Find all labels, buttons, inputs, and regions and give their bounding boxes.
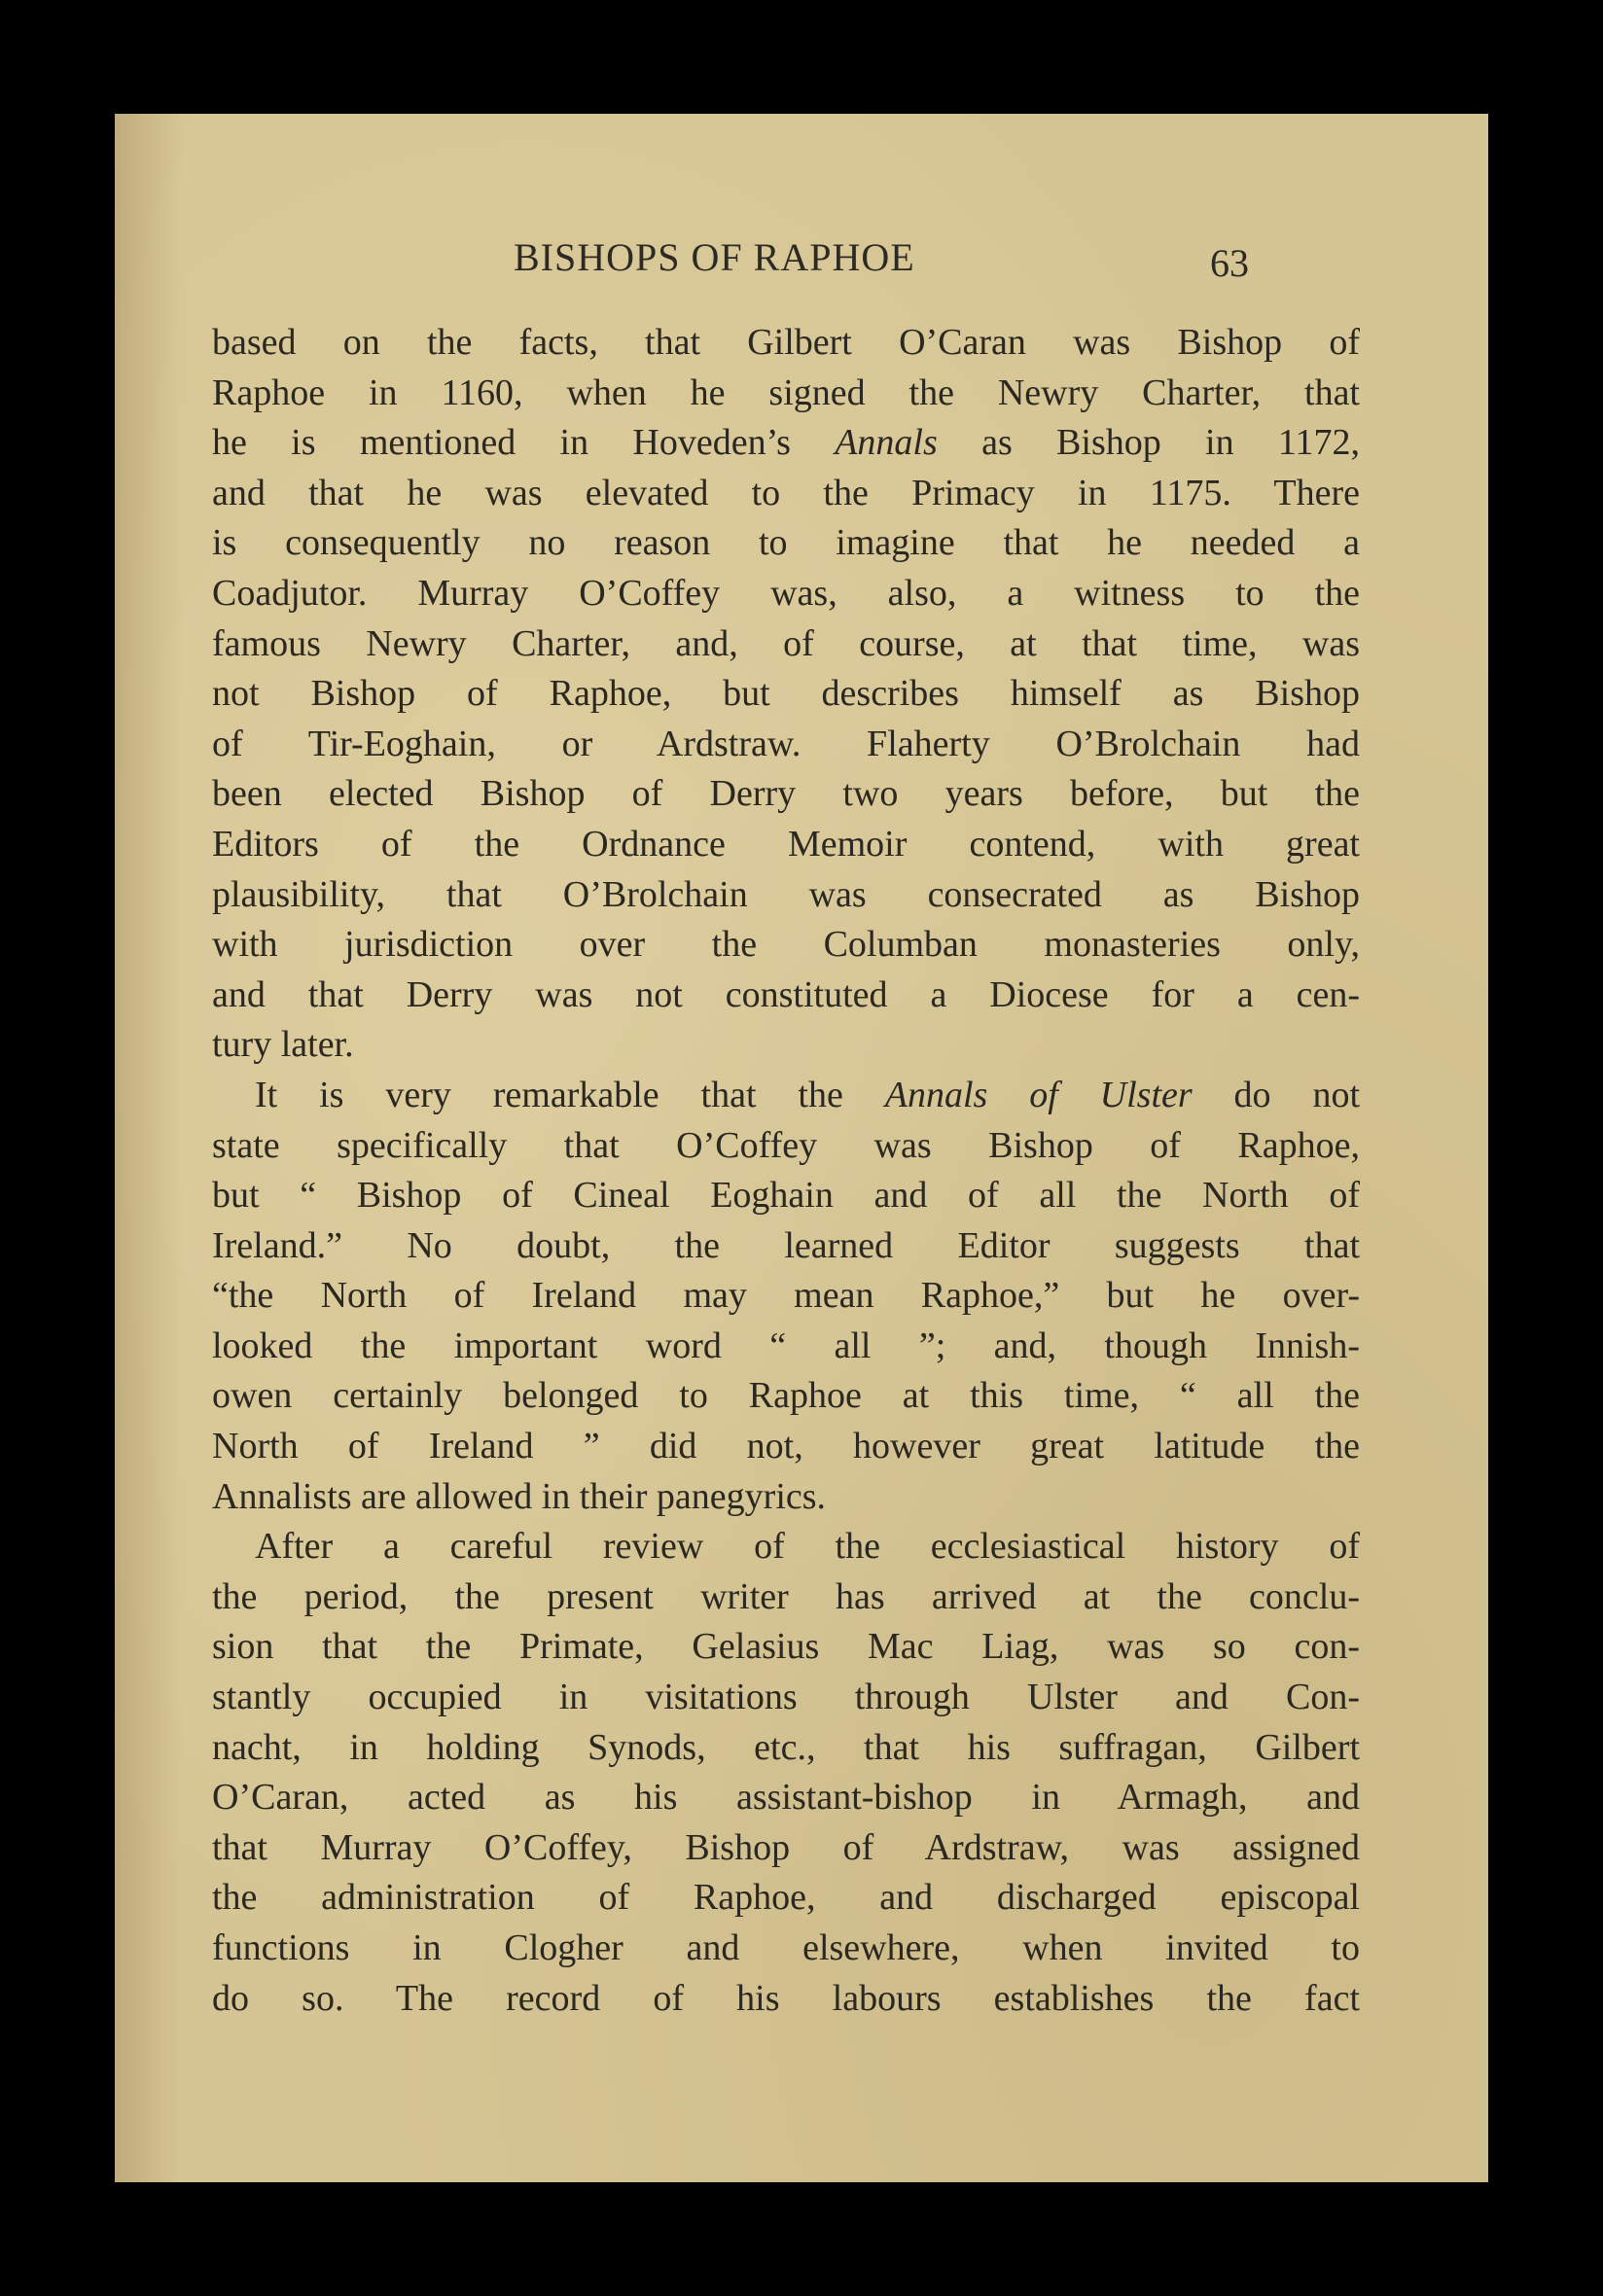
paragraph-start-line: After a careful review of the ecclesiastical history of (255, 1526, 1360, 1568)
italic-title: Annals of Ulster (884, 1074, 1193, 1115)
text-line: stantly occupied in visitations through Ulster and Con- (212, 1677, 1360, 1718)
italic-title: Annals (835, 422, 938, 464)
text-line: owen certainly belonged to Raphoe at this time, “ all the (212, 1375, 1360, 1417)
text-line: with jurisdiction over the Columban monasteries only, (212, 924, 1360, 966)
text-line: O’Caran, acted as his assistant-bishop in Armagh, and (212, 1777, 1360, 1819)
text-line: of Tir-Eoghain, or Ardstraw. Flaherty O’Brolchain had (212, 723, 1360, 764)
text-line: but “ Bishop of Cineal Eoghain and of all the North of (212, 1175, 1360, 1217)
running-head-title: BISHOPS OF RAPHOE (514, 235, 915, 279)
text-segment: as Bishop in 1172, (937, 422, 1360, 464)
text-line: Ireland.” No doubt, the learned Editor suggests that (212, 1224, 1360, 1266)
text-line: famous Newry Charter, and, of course, at that time, was (212, 622, 1360, 664)
text-line: Editors of the Ordnance Memoir contend, with great (212, 823, 1360, 865)
paragraph-start-line (212, 1071, 1360, 1121)
body-text (212, 318, 1360, 2024)
text-line: sion that the Primate, Gelasius Mac Liag, was so con- (212, 1626, 1360, 1668)
paragraph-end-line: tury later. (212, 1024, 354, 1066)
text-line: plausibility, that O’Brolchain was consecrated as Bishop (212, 873, 1360, 915)
text-line: the period, the present writer has arrived at the conclu- (212, 1575, 1360, 1617)
running-head (115, 234, 1488, 293)
text-line: functions in Clogher and elsewhere, when invited to (212, 1927, 1360, 1968)
text-segment: he is mentioned in Hoveden’s (212, 422, 836, 464)
paragraph-end-line: Annalists are allowed in their panegyrics. (212, 1475, 827, 1517)
text-line: state specifically that O’Coffey was Bishop of Raphoe, (212, 1124, 1360, 1166)
text-line: not Bishop of Raphoe, but describes himself as Bishop (212, 673, 1360, 715)
text-line: “the North of Ireland may mean Raphoe,” but he over- (212, 1275, 1360, 1317)
text-segment: do not (1192, 1074, 1360, 1115)
text-line: Coadjutor. Murray O’Coffey was, also, a witness to the (212, 572, 1360, 614)
text-line: Raphoe in 1160, when he signed the Newry Charter, that (212, 371, 1360, 413)
text-line: been elected Bishop of Derry two years before, but the (212, 773, 1360, 815)
gutter-shadow (115, 114, 183, 2182)
text-line: and that he was elevated to the Primacy in 1175. There (212, 472, 1360, 513)
text-line: is consequently no reason to imagine that he needed a (212, 522, 1360, 564)
text-line: North of Ireland ” did not, however great latitude the (212, 1426, 1360, 1467)
text-line: looked the important word “ all ”; and, though Innish- (212, 1325, 1360, 1366)
text-line: the administration of Raphoe, and discharged episcopal (212, 1877, 1360, 1919)
text-segment: It is very remarkable that the (255, 1074, 885, 1115)
book-page (115, 114, 1488, 2182)
page-number: 63 (1210, 241, 1249, 285)
text-line: do so. The record of his labours establishes the fact (212, 1977, 1360, 2019)
text-line: nacht, in holding Synods, etc., that his suffragan, Gilbert (212, 1726, 1360, 1768)
text-line (212, 418, 1360, 469)
text-line: that Murray O’Coffey, Bishop of Ardstraw, was assigned (212, 1826, 1360, 1868)
text-line: and that Derry was not constituted a Diocese for a cen- (212, 973, 1360, 1015)
text-line: based on the facts, that Gilbert O’Caran was Bishop of (212, 322, 1360, 363)
